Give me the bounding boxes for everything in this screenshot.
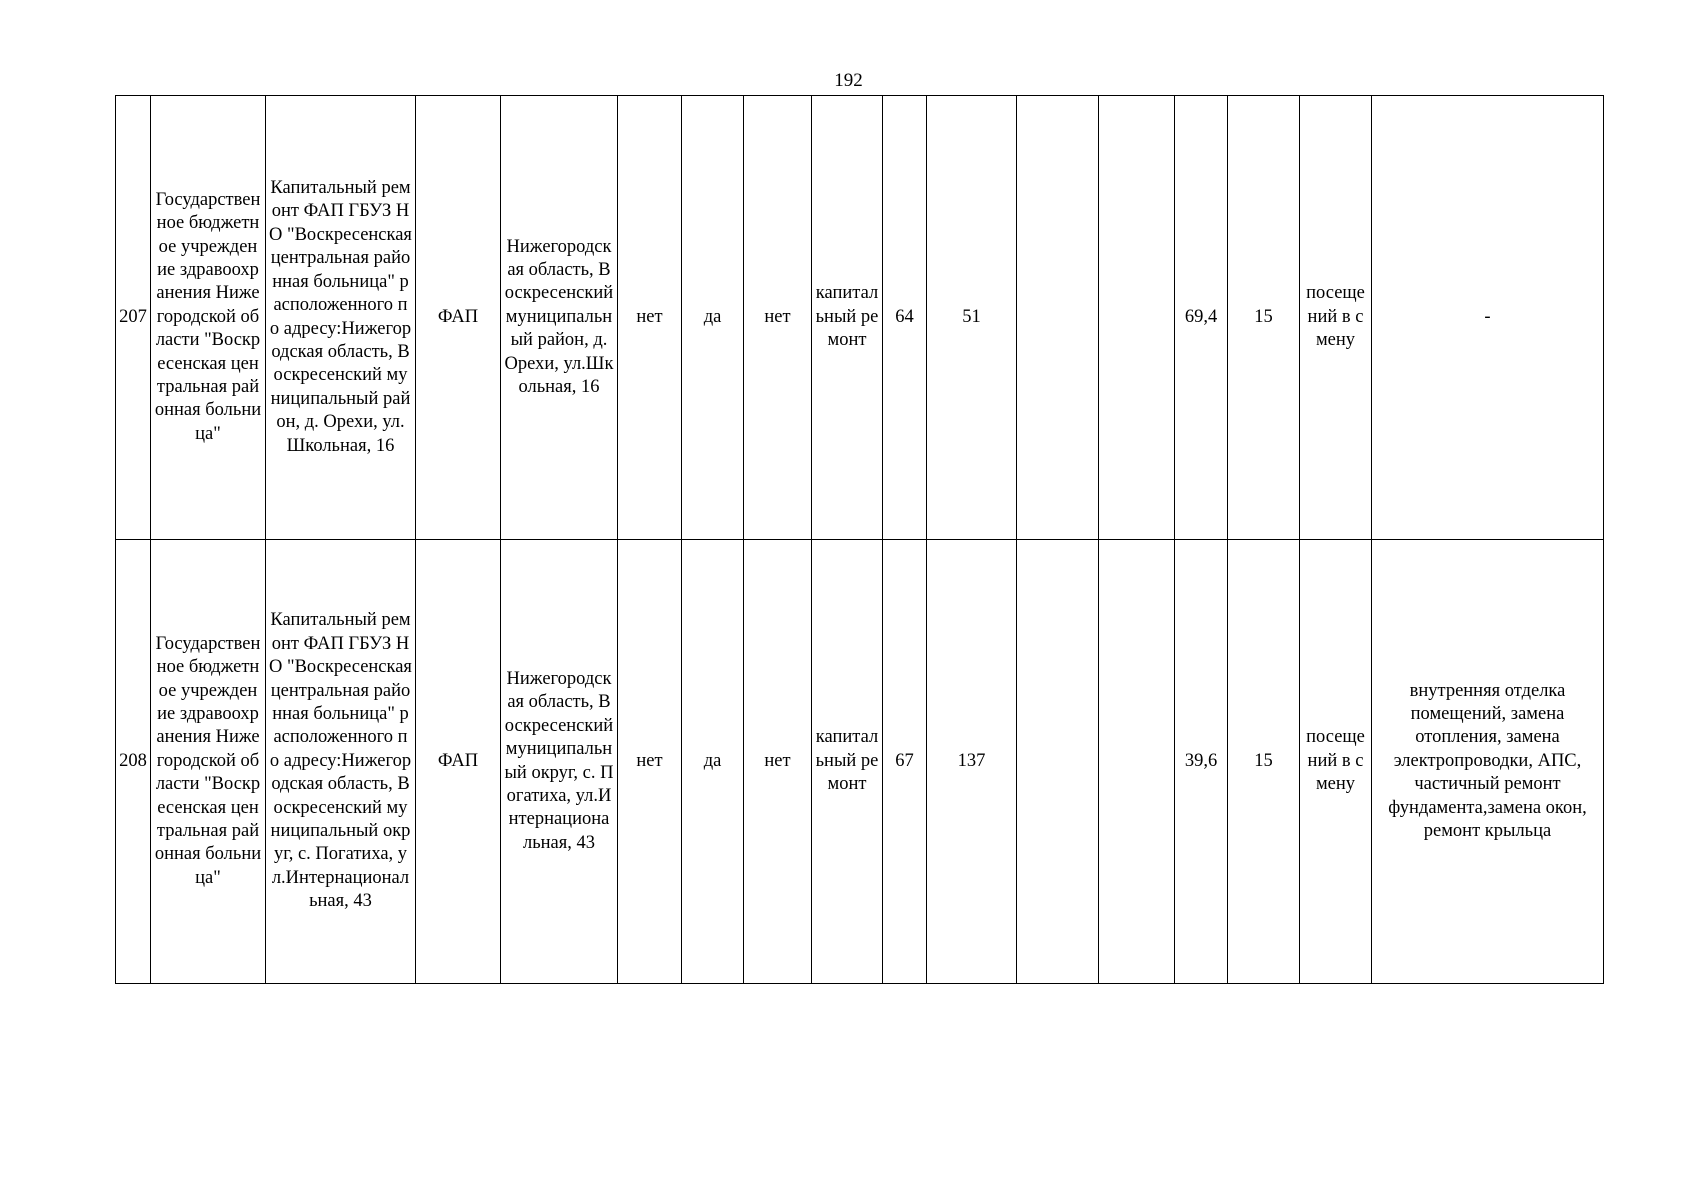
value-cell: 39,6: [1175, 540, 1228, 984]
yes-no-cell: нет: [618, 540, 682, 984]
row-number-cell: 208: [116, 540, 151, 984]
capacity-cell: 15: [1228, 96, 1300, 540]
yes-no-cell: нет: [618, 96, 682, 540]
value-cell: 64: [883, 96, 927, 540]
works-cell: внутренняя отделка помещений, замена отопления, замена электропроводки, АПС, частичный ремонт фундамента,замена окон, ремонт крыльца: [1372, 540, 1604, 984]
table-row: [116, 96, 1604, 540]
address-cell: Нижегородская область, Воскресенский муниципальный округ, с. Погатиха, ул.Интернациональная, 43: [501, 540, 618, 984]
institution-cell: Государственное бюджетное учреждение здравоохранения Нижегородской области "Воскресенская центральная районная больница": [151, 96, 266, 540]
value-cell: 69,4: [1175, 96, 1228, 540]
address-cell: Нижегородская область, Воскресенский муниципальный район, д. Орехи, ул.Школьная, 16: [501, 96, 618, 540]
value-cell: 51: [927, 96, 1017, 540]
empty-cell: [1099, 540, 1175, 984]
unit-cell: посещений в смену: [1300, 540, 1372, 984]
unit-cell: посещений в смену: [1300, 96, 1372, 540]
register-table: [115, 95, 1604, 984]
yes-no-cell: да: [682, 540, 744, 984]
page-number: 192: [834, 70, 863, 91]
capacity-cell: 15: [1228, 540, 1300, 984]
institution-cell: Государственное бюджетное учреждение здравоохранения Нижегородской области "Воскресенская центральная районная больница": [151, 540, 266, 984]
project-cell: Капитальный ремонт ФАП ГБУЗ НО "Воскресенская центральная районная больница" расположенного по адресу:Нижегородская область, Воскресенский муниципальный округ, с. Погатиха, ул.Интернациональная, 43: [266, 540, 416, 984]
value-cell: 137: [927, 540, 1017, 984]
object-type-cell: ФАП: [416, 96, 501, 540]
works-cell: -: [1372, 96, 1604, 540]
yes-no-cell: нет: [744, 96, 812, 540]
empty-cell: [1017, 540, 1099, 984]
empty-cell: [1017, 96, 1099, 540]
yes-no-cell: нет: [744, 540, 812, 984]
work-type-cell: капитальный ремонт: [812, 96, 883, 540]
table-row: [116, 540, 1604, 984]
work-type-cell: капитальный ремонт: [812, 540, 883, 984]
value-cell: 67: [883, 540, 927, 984]
project-cell: Капитальный ремонт ФАП ГБУЗ НО "Воскресенская центральная районная больница" расположенного по адресу:Нижегородская область, Воскресенский муниципальный район, д. Орехи, ул.Школьная, 16: [266, 96, 416, 540]
yes-no-cell: да: [682, 96, 744, 540]
object-type-cell: ФАП: [416, 540, 501, 984]
row-number-cell: 207: [116, 96, 151, 540]
empty-cell: [1099, 96, 1175, 540]
